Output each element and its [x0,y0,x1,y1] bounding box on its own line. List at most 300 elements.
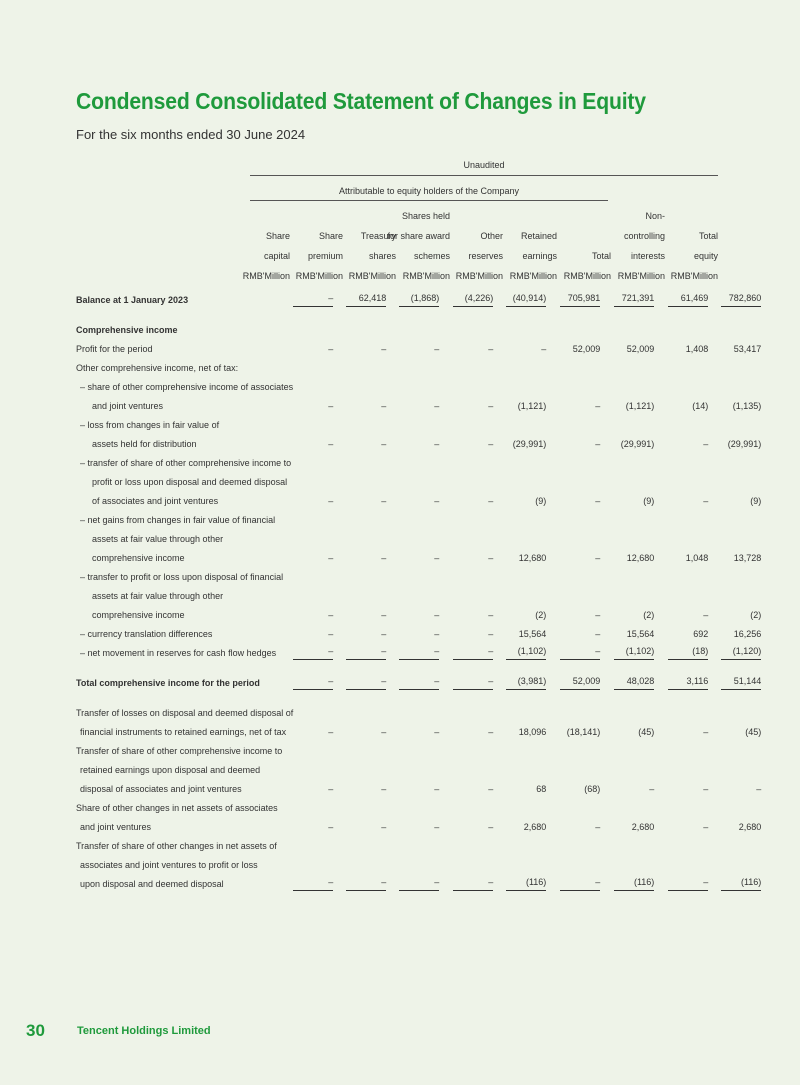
cell-value: – [595,438,601,449]
cell-value: (45) [638,726,655,737]
table-cell [721,396,761,415]
cell-value: (2) [643,609,655,620]
table-row [76,855,761,874]
table-cell [399,722,439,741]
cell-value [453,477,493,487]
table-cell [721,703,761,722]
table-cell [453,643,493,662]
table-cell [346,855,386,874]
table-row [76,798,761,817]
cell-value [293,572,333,582]
table-cell [453,358,493,377]
table-cell [453,624,493,643]
column-header-line: reserves [468,251,503,261]
table-cell [506,741,546,760]
cell-value [346,841,386,851]
table-cell [614,453,654,472]
row-label: – share of other comprehensive income of associates [80,381,294,392]
table-cell [614,722,654,741]
cell-value [293,420,333,430]
cell-value: – [434,628,440,639]
table-cell [346,529,386,548]
table-cell [668,741,708,760]
cell-value [668,382,708,392]
table-row [76,673,761,692]
cell-value: – [434,821,440,832]
table-cell [453,510,493,529]
cell-value: – [328,726,334,737]
table-cell [399,453,439,472]
cell-value [346,591,386,601]
table-cell [614,817,654,836]
table-cell [668,510,708,529]
table-cell [560,320,600,339]
table-cell [453,673,493,692]
column-header-line: RMB'Million [242,271,290,281]
table-cell [346,722,386,741]
table-cell [293,779,333,798]
table-row [76,643,761,662]
cell-value [560,765,600,775]
cell-value: (2) [750,609,762,620]
table-cell [399,529,439,548]
cell-value [399,325,439,335]
table-cell [399,415,439,434]
table-cell [346,510,386,529]
table-cell [293,434,333,453]
table-row [76,836,761,855]
cell-value: – [703,726,709,737]
cell-value [346,572,386,582]
cell-value [668,458,708,468]
cell-value: 1,048 [685,552,709,563]
table-cell [293,817,333,836]
table-cell [399,491,439,510]
cell-value [614,363,654,373]
table-cell [399,567,439,586]
table-cell [560,472,600,491]
table-cell [453,817,493,836]
table-cell [721,529,761,548]
cell-value: (29,991) [727,438,762,449]
table-cell [721,491,761,510]
table-cell [346,491,386,510]
table-cell [293,529,333,548]
cell-value [614,382,654,392]
cell-value: (9) [750,495,762,506]
table-cell [614,491,654,510]
table-cell [399,434,439,453]
table-cell [721,358,761,377]
cell-value [506,420,546,430]
table-cell [346,472,386,491]
table-cell [346,586,386,605]
cell-value: 52,009 [626,343,655,354]
table-cell [399,377,439,396]
table-cell [399,817,439,836]
table-cell [668,703,708,722]
table-cell [721,874,761,893]
table-cell [293,491,333,510]
table-row [76,624,761,643]
row-label: financial instruments to retained earnings, net of tax [80,726,287,737]
table-cell [506,673,546,692]
cell-value [614,515,654,525]
cell-value: – [560,646,600,660]
table-cell [399,741,439,760]
table-cell [346,396,386,415]
cell-value: – [399,646,439,660]
table-row [76,472,761,491]
table-cell [293,339,333,358]
cell-value [614,765,654,775]
table-cell [506,703,546,722]
cell-value: – [381,726,387,737]
table-cell [346,377,386,396]
cell-value [721,591,761,601]
cell-value [453,458,493,468]
table-cell [399,703,439,722]
cell-value [346,860,386,870]
cell-value: – [488,400,494,411]
table-cell [614,358,654,377]
table-cell [293,396,333,415]
cell-value: – [381,628,387,639]
cell-value [293,382,333,392]
cell-value [399,572,439,582]
table-cell [346,548,386,567]
table-row [76,722,761,741]
cell-value: – [399,877,439,891]
cell-value [399,860,439,870]
row-label: Transfer of share of other comprehensive income to [76,745,283,756]
cell-value: 15,564 [626,628,655,639]
table-cell [399,358,439,377]
table-cell [560,643,600,662]
cell-value [293,325,333,335]
cell-value: – [703,495,709,506]
table-row [76,358,761,377]
cell-value [453,534,493,544]
cell-value [721,765,761,775]
table-cell [614,510,654,529]
cell-value: (14) [692,400,709,411]
table-cell [560,529,600,548]
row-label: Transfer of share of other changes in net assets of [76,840,277,851]
cell-value: (18) [668,646,708,660]
cell-value: 2,680 [523,821,547,832]
table-cell [399,396,439,415]
cell-value: – [488,495,494,506]
cell-value: (1,868) [399,293,439,307]
table-cell [293,643,333,662]
cell-value [614,534,654,544]
table-cell [506,567,546,586]
cell-value [293,841,333,851]
row-label: profit or loss upon disposal and deemed disposal [92,476,288,487]
cell-value [399,708,439,718]
cell-value: 61,469 [668,293,708,307]
cell-value [560,382,600,392]
table-cell [399,836,439,855]
table-cell [506,472,546,491]
cell-value: 3,116 [668,676,708,690]
table-row [76,779,761,798]
table-cell [560,567,600,586]
cell-value [293,477,333,487]
table-row [76,760,761,779]
attributable-header: Attributable to equity holders of the Company [338,186,520,196]
cell-value [668,746,708,756]
table-cell [506,339,546,358]
cell-value [668,534,708,544]
cell-value: – [453,676,493,690]
table-cell [506,510,546,529]
cell-value [346,746,386,756]
row-label: – currency translation differences [80,628,213,639]
cell-value [506,765,546,775]
row-label: and joint ventures [92,400,164,411]
cell-value: (116) [721,877,761,891]
cell-value: – [488,821,494,832]
cell-value: – [756,783,762,794]
table-cell [668,396,708,415]
table-cell [668,434,708,453]
cell-value: 48,028 [614,676,654,690]
row-label: Transfer of losses on disposal and deemed disposal of [76,707,294,718]
row-label: disposal of associates and joint ventures [80,783,242,794]
table-cell [560,434,600,453]
table-cell [560,605,600,624]
table-cell [453,836,493,855]
cell-value [453,363,493,373]
cell-value [346,765,386,775]
table-cell [453,586,493,605]
cell-value [560,860,600,870]
cell-value: – [488,343,494,354]
table-cell [453,798,493,817]
cell-value: 2,680 [631,821,655,832]
table-cell [668,290,708,309]
cell-value: (29,991) [620,438,655,449]
cell-value: 12,680 [518,552,547,563]
cell-value [721,860,761,870]
cell-value: 782,860 [721,293,761,307]
equity-statement-table [76,290,761,893]
table-cell [668,760,708,779]
cell-value [721,803,761,813]
cell-value [293,765,333,775]
cell-value [721,363,761,373]
table-cell [506,529,546,548]
cell-value [293,860,333,870]
table-cell [453,779,493,798]
table-cell [668,624,708,643]
cell-value: (29,991) [512,438,547,449]
table-cell [506,624,546,643]
cell-value [506,458,546,468]
cell-value [506,708,546,718]
table-cell [453,855,493,874]
table-cell [506,817,546,836]
cell-value: – [703,821,709,832]
table-cell [293,703,333,722]
cell-value [668,841,708,851]
table-cell [399,643,439,662]
column-header-line: Total [698,231,718,241]
table-cell [346,817,386,836]
cell-value: – [346,877,386,891]
table-cell [453,453,493,472]
table-cell [346,643,386,662]
cell-value: – [328,609,334,620]
cell-value: 62,418 [346,293,386,307]
page-number: 30 [26,1021,45,1040]
table-cell [614,377,654,396]
table-cell [668,874,708,893]
table-cell [560,548,600,567]
table-row [76,510,761,529]
attributable-rule [250,200,608,201]
cell-value [346,420,386,430]
table-cell [293,472,333,491]
cell-value: (9) [643,495,655,506]
table-cell [506,874,546,893]
table-cell [506,358,546,377]
table-cell [560,586,600,605]
cell-value: 53,417 [733,343,762,354]
table-cell [506,290,546,309]
cell-value: (68) [584,783,601,794]
unaudited-header: Unaudited [463,160,505,170]
cell-value: – [434,343,440,354]
cell-value [346,477,386,487]
cell-value [453,420,493,430]
table-cell [506,320,546,339]
cell-value [293,746,333,756]
table-row [76,453,761,472]
cell-value: 721,391 [614,293,654,307]
row-label: – net gains from changes in fair value of financial [80,514,276,525]
table-cell [614,624,654,643]
table-cell [721,855,761,874]
cell-value [721,572,761,582]
table-cell [293,605,333,624]
table-cell [293,358,333,377]
table-cell [506,415,546,434]
cell-value [560,534,600,544]
cell-value: – [434,552,440,563]
cell-value [453,382,493,392]
table-cell [346,605,386,624]
table-row [76,741,761,760]
cell-value: 705,981 [560,293,600,307]
cell-value [614,477,654,487]
table-row [76,605,761,624]
cell-value: (9) [535,495,547,506]
table-cell [399,290,439,309]
cell-value [293,363,333,373]
cell-value: (1,102) [614,646,654,660]
table-cell [668,472,708,491]
table-cell [293,874,333,893]
table-cell [453,567,493,586]
table-row [76,290,761,309]
table-cell [453,874,493,893]
table-cell [399,624,439,643]
table-cell [614,472,654,491]
table-cell [614,673,654,692]
table-cell [560,396,600,415]
table-cell [506,779,546,798]
table-cell [721,290,761,309]
table-cell [293,453,333,472]
table-cell [614,586,654,605]
table-cell [560,624,600,643]
page-title: Condensed Consolidated Statement of Changes in Equity [76,88,646,114]
cell-value [668,860,708,870]
table-cell [506,491,546,510]
table-cell [614,874,654,893]
table-cell [453,415,493,434]
table-cell [668,586,708,605]
table-cell [293,855,333,874]
table-cell [721,779,761,798]
cell-value: – [381,438,387,449]
cell-value: (4,226) [453,293,493,307]
table-cell [721,377,761,396]
table-row [76,396,761,415]
spacer-row [76,662,761,673]
table-cell [346,358,386,377]
cell-value: – [488,609,494,620]
table-cell [668,673,708,692]
cell-value: (1,102) [506,646,546,660]
cell-value: – [488,726,494,737]
table-cell [721,798,761,817]
cell-value: – [328,821,334,832]
table-cell [346,567,386,586]
cell-value: – [703,609,709,620]
table-cell [560,741,600,760]
cell-value [293,591,333,601]
table-cell [506,643,546,662]
table-cell [346,624,386,643]
table-cell [614,855,654,874]
table-cell [614,434,654,453]
table-cell [560,339,600,358]
table-row [76,703,761,722]
table-cell [614,760,654,779]
cell-value: – [453,646,493,660]
cell-value [293,534,333,544]
table-cell [668,377,708,396]
cell-value [668,591,708,601]
cell-value [399,765,439,775]
cell-value [506,534,546,544]
row-label: retained earnings upon disposal and deemed [80,764,261,775]
table-cell [506,586,546,605]
cell-value: 15,564 [518,628,547,639]
table-cell [293,624,333,643]
cell-value [721,534,761,544]
column-header-line: schemes [413,251,450,261]
table-cell [668,320,708,339]
cell-value [346,708,386,718]
column-header-line: Share [318,231,343,241]
row-label: – net movement in reserves for cash flow hedges [80,647,277,658]
table-cell [293,798,333,817]
